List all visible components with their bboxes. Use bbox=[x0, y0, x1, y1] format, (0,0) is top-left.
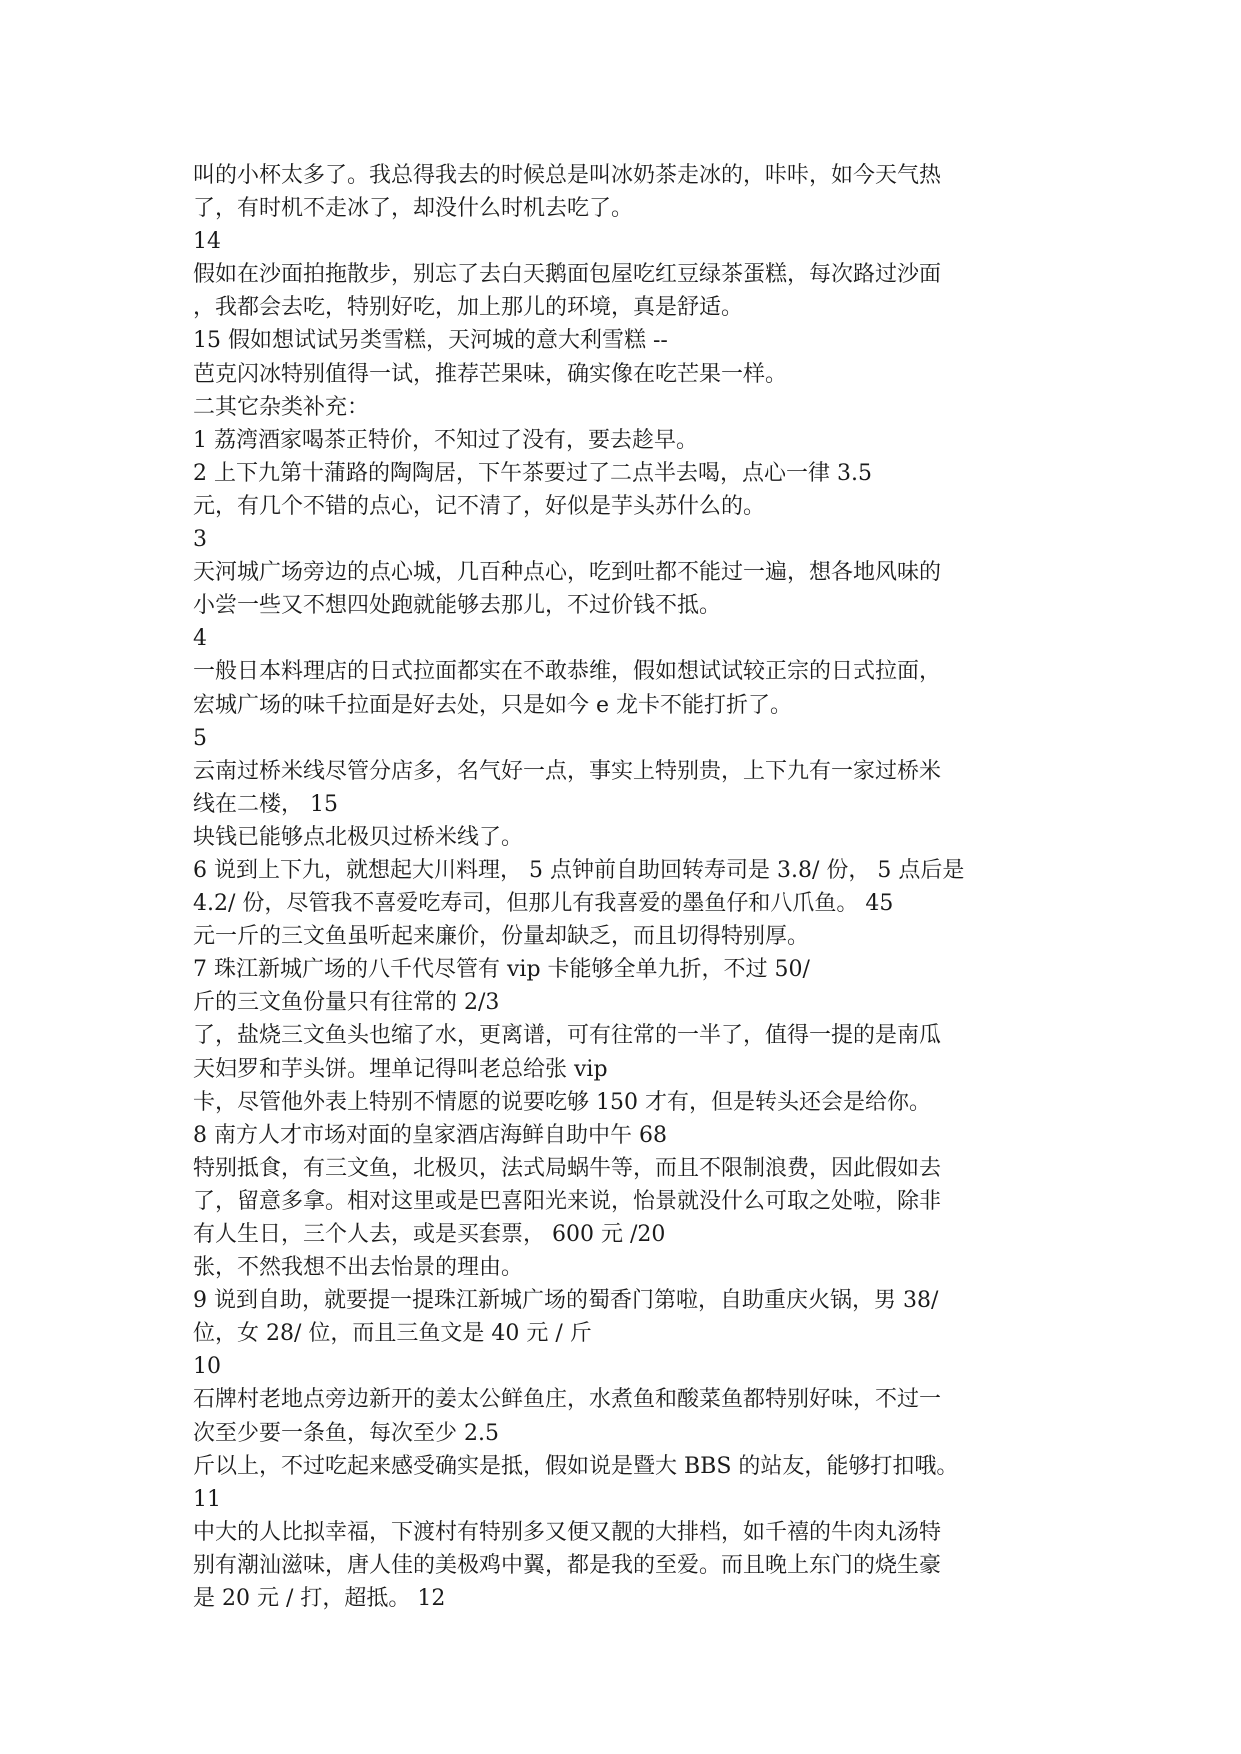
text-line: 一般日本料理店的日式拉面都实在不敢恭维，假如想试试较正宗的日式拉面， bbox=[193, 659, 942, 685]
text-line: 特别抵食，有三文鱼，北极贝，法式局蜗牛等，而且不限制浪费，因此假如去 bbox=[193, 1155, 942, 1181]
text-line: 10 bbox=[193, 1354, 221, 1380]
text-line: 6 说到上下九，就想起大川料理， 5 点钟前自助回转寿司是 3.8/ 份， 5 点后是 bbox=[193, 857, 965, 883]
text-line: 8 南方人才市场对面的皇家酒店海鲜自助中午 68 bbox=[193, 1122, 667, 1148]
text-line: 2 上下九第十蒲路的陶陶居，下午茶要过了二点半去喝，点心一律 3.5 bbox=[193, 460, 872, 486]
text-line: 元一斤的三文鱼虽听起来廉价，份量却缺乏，而且切得特别厚。 bbox=[193, 924, 810, 950]
text-line: 二其它杂类补充： bbox=[193, 394, 370, 420]
text-line: 了，有时机不走冰了，却没什么时机去吃了。 bbox=[193, 196, 634, 222]
text-line: 7 珠江新城广场的八千代尽管有 vip 卡能够全单九折，不过 50/ bbox=[193, 957, 810, 983]
text-line: 9 说到自助，就要提一提珠江新城广场的蜀香门第啦，自助重庆火锅，男 38/ bbox=[193, 1288, 939, 1314]
text-line: 芭克闪冰特别值得一试，推荐芒果味，确实像在吃芒果一样。 bbox=[193, 361, 788, 387]
text-line: 小尝一些又不想四处跑就能够去那儿，不过价钱不抵。 bbox=[193, 593, 722, 619]
text-line: 张，不然我想不出去怡景的理由。 bbox=[193, 1255, 524, 1281]
text-line: 了，盐烧三文鱼头也缩了水，更离谱，可有往常的一半了，值得一提的是南瓜 bbox=[193, 1023, 942, 1049]
text-line: 石牌村老地点旁边新开的姜太公鲜鱼庄，水煮鱼和酸菜鱼都特别好味，不过一 bbox=[193, 1387, 942, 1413]
text-line: 4.2/ 份，尽管我不喜爱吃寿司，但那儿有我喜爱的墨鱼仔和八爪鱼。 45 bbox=[193, 891, 894, 917]
text-line: 中大的人比拟幸福，下渡村有特别多又便又靓的大排档，如千禧的牛肉丸汤特 bbox=[193, 1519, 942, 1545]
text-line: 斤以上，不过吃起来感受确实是抵，假如说是暨大 BBS 的站友，能够打扣哦。 bbox=[193, 1453, 959, 1479]
text-line: 天河城广场旁边的点心城，几百种点心，吃到吐都不能过一遍，想各地风味的 bbox=[193, 560, 942, 586]
text-line: 是 20 元 / 打，超抵。 12 bbox=[193, 1586, 446, 1612]
text-line: 4 bbox=[193, 626, 207, 652]
text-line: 线在二楼， 15 bbox=[193, 791, 338, 817]
text-line: 位，女 28/ 位，而且三鱼文是 40 元 / 斤 bbox=[193, 1321, 592, 1347]
text-line: 14 bbox=[193, 229, 221, 255]
text-line: 卡，尽管他外表上特别不情愿的说要吃够 150 才有，但是转头还会是给你。 bbox=[193, 1089, 931, 1115]
text-line: 块钱已能够点北极贝过桥米线了。 bbox=[193, 824, 524, 850]
text-line: 11 bbox=[193, 1486, 221, 1512]
body-text bbox=[193, 159, 1053, 1615]
text-line: 宏城广场的味千拉面是好去处，只是如今 e 龙卡不能打折了。 bbox=[193, 692, 793, 718]
text-line: 假如在沙面拍拖散步，别忘了去白天鹅面包屋吃红豆绿茶蛋糕，每次路过沙面 bbox=[193, 262, 942, 288]
text-line: 云南过桥米线尽管分店多，名气好一点，事实上特别贵，上下九有一家过桥米 bbox=[193, 758, 942, 784]
text-line: 3 bbox=[193, 527, 207, 553]
text-line: 元，有几个不错的点心，记不清了，好似是芋头苏什么的。 bbox=[193, 493, 766, 519]
text-line: 次至少要一条鱼，每次至少 2.5 bbox=[193, 1420, 499, 1446]
text-line: 叫的小杯太多了。我总得我去的时候总是叫冰奶茶走冰的，咔咔，如今天气热 bbox=[193, 163, 942, 188]
text-line: 1 荔湾酒家喝茶正特价，不知过了没有，要去趁早。 bbox=[193, 427, 698, 453]
text-line: 斤的三文鱼份量只有往常的 2/3 bbox=[193, 990, 500, 1016]
text-line: ，我都会去吃，特别好吃，加上那儿的环境，真是舒适。 bbox=[193, 295, 744, 321]
text-line: 天妇罗和芋头饼。埋单记得叫老总给张 vip bbox=[193, 1056, 608, 1082]
text-line: 别有潮汕滋味，唐人佳的美极鸡中翼，都是我的至爱。而且晚上东门的烧生豪 bbox=[193, 1552, 942, 1578]
text-line: 5 bbox=[193, 725, 207, 751]
text-line: 15 假如想试试另类雪糕，天河城的意大利雪糕 -- bbox=[193, 328, 668, 354]
text-line: 有人生日，三个人去，或是买套票， 600 元 /20 bbox=[193, 1222, 666, 1247]
text-line: 了，留意多拿。相对这里或是巴喜阳光来说，怡景就没什么可取之处啦，除非 bbox=[193, 1188, 942, 1214]
